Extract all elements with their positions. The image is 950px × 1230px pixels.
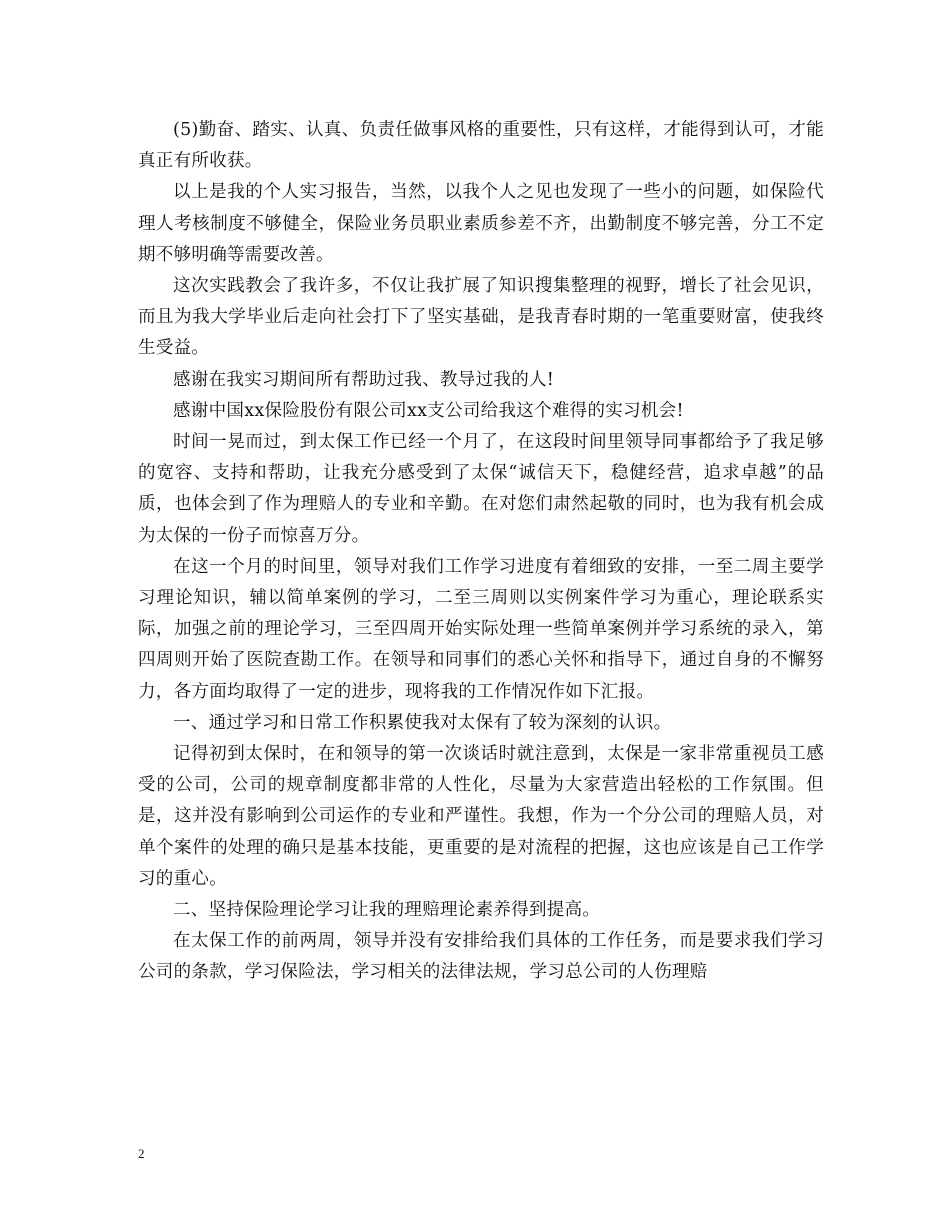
paragraph-work-style: (5)勤奋、踏实、认真、负责任做事风格的重要性，只有这样，才能得到认可，才能真正有所收获。 xyxy=(138,120,824,172)
paragraph-thanks-company: 感谢中国xx保险股份有限公司xx支公司给我这个难得的实习机会! xyxy=(173,400,684,421)
section-heading-two: 二、坚持保险理论学习让我的理赔理论素养得到提高。 xyxy=(173,900,601,921)
paragraph-first-two-weeks: 在太保工作的前两周，领导并没有安排给我们具体的工作任务，而是要求我们学习公司的条款，学习保险法，学习相关的法律法规，学习总公司的人伤理赔 xyxy=(138,931,824,983)
paragraph-report-issues: 以上是我的个人实习报告，当然，以我个人之见也发现了一些小的问题，如保险代理人考核制度不够健全，保险业务员职业素质参差不齐，出勤制度不够完善，分工不定期不够明确等需要改善。 xyxy=(138,182,824,265)
paragraph-first-impression: 记得初到太保时，在和领导的第一次谈话时就注意到，太保是一家非常重视员工感受的公司，公司的规章制度都非常的人性化，尽量为大家营造出轻松的工作氛围。但是，这并没有影响到公司运作的专业和严谨性。我想，作为一个分公司的理赔人员，对单个案件的处理的确只是基本技能，更重要的是对流程的把握，这也应该是自己工作学习的重心。 xyxy=(138,744,824,889)
document-body xyxy=(138,115,824,989)
paragraph-schedule: 在这一个月的时间里，领导对我们工作学习进度有着细致的安排，一至二周主要学习理论知识，辅以简单案例的学习，二至三周则以实例案件学习为重心，理论联系实际，加强之前的理论学习，三至四周开始实际处理一些简单案例并学习系统的录入，第四周则开始了医院查勘工作。在领导和同事们的悉心关怀和指导下，通过自身的不懈努力，各方面均取得了一定的进步，现将我的工作情况作如下汇报。 xyxy=(138,556,824,702)
paragraph-practice-lessons: 这次实践教会了我许多，不仅让我扩展了知识搜集整理的视野，增长了社会见识，而且为我大学毕业后走向社会打下了坚实基础，是我青春时期的一笔重要财富，使我终生受益。 xyxy=(138,276,824,359)
paragraph-thanks-people: 感谢在我实习期间所有帮助过我、教导过我的人! xyxy=(173,369,555,390)
section-heading-one: 一、通过学习和日常工作积累使我对太保有了较为深刻的认识。 xyxy=(173,712,672,733)
page-number: 2 xyxy=(138,1146,145,1161)
paragraph-one-month: 时间一晃而过，到太保工作已经一个月了，在这段时间里领导同事都给予了我足够的宽容、支持和帮助，让我充分感受到了太保“诚信天下，稳健经营，追求卓越”的品质，也体会到了作为理赔人的专业和辛勤。在对您们肃然起敬的同时，也为我有机会成为太保的一份子而惊喜万分。 xyxy=(138,432,824,546)
